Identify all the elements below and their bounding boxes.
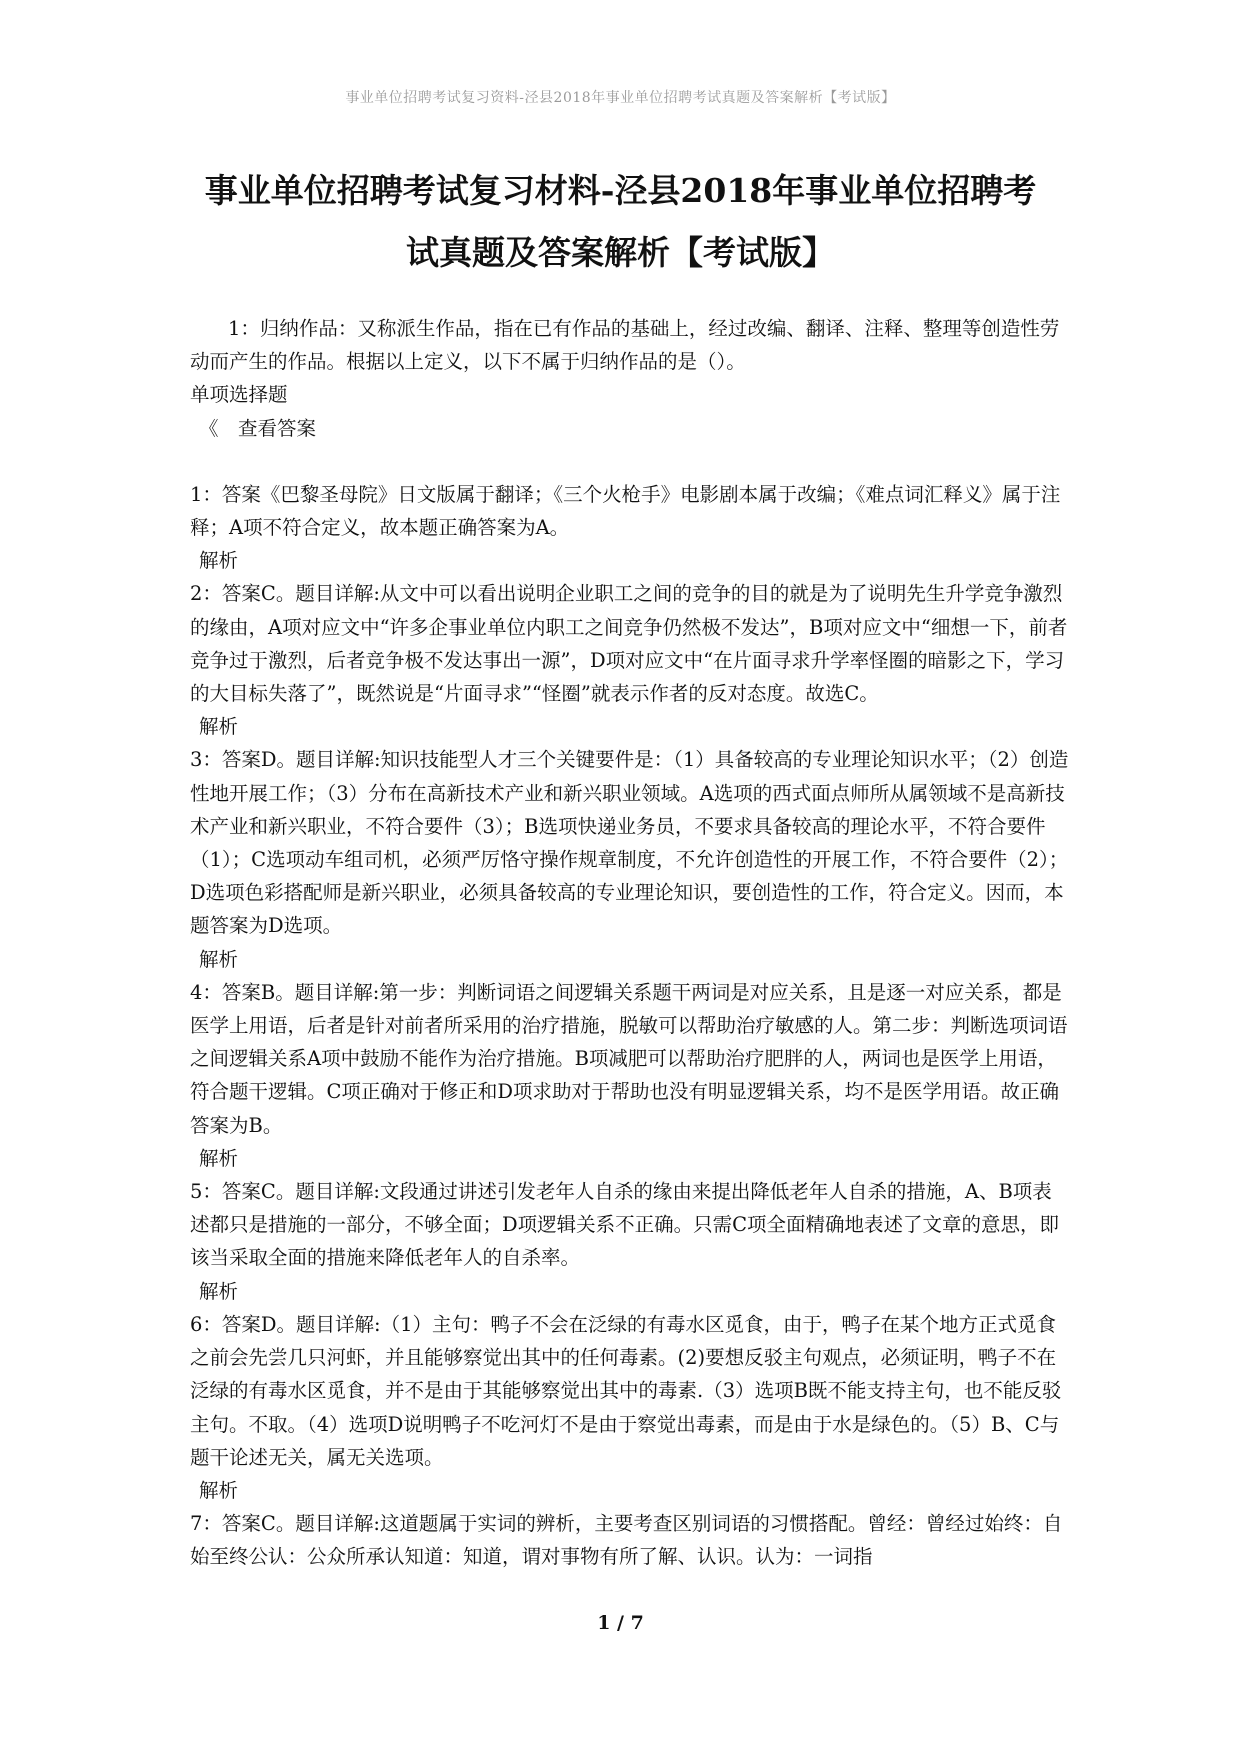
question-type: 单项选择题	[190, 383, 288, 407]
answer-4-analysis-label: 解析	[199, 1146, 239, 1170]
page-number: 1 / 7	[597, 1612, 644, 1634]
question-text: 1：归纳作品：又称派生作品，指在已有作品的基础上，经过改编、翻译、注释、整理等创造性劳动而产生的作品。根据以上定义，以下不属于归纳作品的是（）。	[190, 317, 1060, 374]
answer-5-text: 5：答案C。题目详解:文段通过讲述引发老年人自杀的缘由来提出降低老年人自杀的措施，A、B项表述都只是措施的一部分，不够全面；D项逻辑关系不正确。只需C项全面精确地表述了文章的意思，即该当采取全面的措施来降低老年人的自杀率。	[190, 1180, 1060, 1270]
document-body	[190, 312, 1070, 1574]
view-answer-link[interactable]: 《 查看答案	[199, 416, 317, 440]
document-title-line-1: 事业单位招聘考试复习材料-泾县2018年事业单位招聘考	[204, 171, 1037, 210]
document-title-line-2: 试真题及答案解析【考试版】	[406, 233, 835, 272]
document-title	[150, 160, 1091, 284]
answer-2-text: 2：答案C。题目详解:从文中可以看出说明企业职工之间的竞争的目的就是为了说明先生升学竞争激烈的缘由，A项对应文中“许多企事业单位内职工之间竞争仍然极不发达”，B项对应文中“细想一下，前者竞争过于激烈，后者竞争极不发达事出一源”，D项对应文中“在片面寻求升学率怪圈的暗影之下，学习的大目标失落了”，既然说是“片面寻求”“怪圈”就表示作者的反对态度。故选C。	[190, 582, 1068, 706]
running-header: 事业单位招聘考试复习资料-泾县2018年事业单位招聘考试真题及答案解析【考试版】	[345, 90, 896, 106]
answer-1-text: 1：答案《巴黎圣母院》日文版属于翻译；《三个火枪手》电影剧本属于改编；《难点词汇释义》属于注释；A项不符合定义，故本题正确答案为A。	[190, 482, 1061, 540]
answer-3-text: 3：答案D。题目详解:知识技能型人才三个关键要件是：（1）具备较高的专业理论知识水平；（2）创造性地开展工作；（3）分布在高新技术产业和新兴职业领域。A选项的西式面点师所从属领域不是高新技术产业和新兴职业，不符合要件（3）；B选项快递业务员，不要求具备较高的理论水平，不符合要件（1）；C选项动车组司机，必须严厉恪守操作规章制度，不允许创造性的开展工作，不符合要件（2）；D选项色彩搭配师是新兴职业，必须具备较高的专业理论知识，要创造性的工作，符合定义。因而，本题答案为D选项。	[190, 748, 1069, 938]
spacer	[190, 445, 1070, 478]
answer-5-analysis-label: 解析	[199, 1279, 239, 1303]
answer-6-analysis-label: 解析	[199, 1478, 239, 1502]
answer-3-analysis-label: 解析	[199, 947, 239, 971]
answer-4-text: 4：答案B。题目详解:第一步：判断词语之间逻辑关系题干两词是对应关系，且是逐一对应关系，都是医学上用语，后者是针对前者所采用的治疗措施，脱敏可以帮助治疗敏感的人。第二步：判断选项词语之间逻辑关系A项中鼓励不能作为治疗措施。B项减肥可以帮助治疗肥胖的人，两词也是医学上用语，符合题干逻辑。C项正确对于修正和D项求助对于帮助也没有明显逻辑关系，均不是医学用语。故正确答案为B。	[190, 980, 1068, 1137]
answer-6-text: 6：答案D。题目详解:（1）主句：鸭子不会在泛绿的有毒水区觅食，由于，鸭子在某个地方正式觅食之前会先尝几只河虾，并且能够察觉出其中的任何毒素。(2)要想反驳主句观点，必须证明，鸭子不在泛绿的有毒水区觅食，并不是由于其能够察觉出其中的毒素.（3）选项B既不能支持主句，也不能反驳主句。不取。（4）选项D说明鸭子不吃河灯不是由于察觉出毒素，而是由于水是绿色的。（5）B、C与题干论述无关，属无关选项。	[190, 1312, 1062, 1469]
answer-2-analysis-label: 解析	[199, 715, 239, 739]
answer-7-text: 7：答案C。题目详解:这道题属于实词的辨析，主要考查区别词语的习惯搭配。曾经：曾经过始终：自始至终公认：公众所承认知道：知道，谓对事物有所了解、认识。认为：一词指	[190, 1512, 1063, 1569]
answer-1-analysis-label: 解析	[199, 549, 239, 573]
